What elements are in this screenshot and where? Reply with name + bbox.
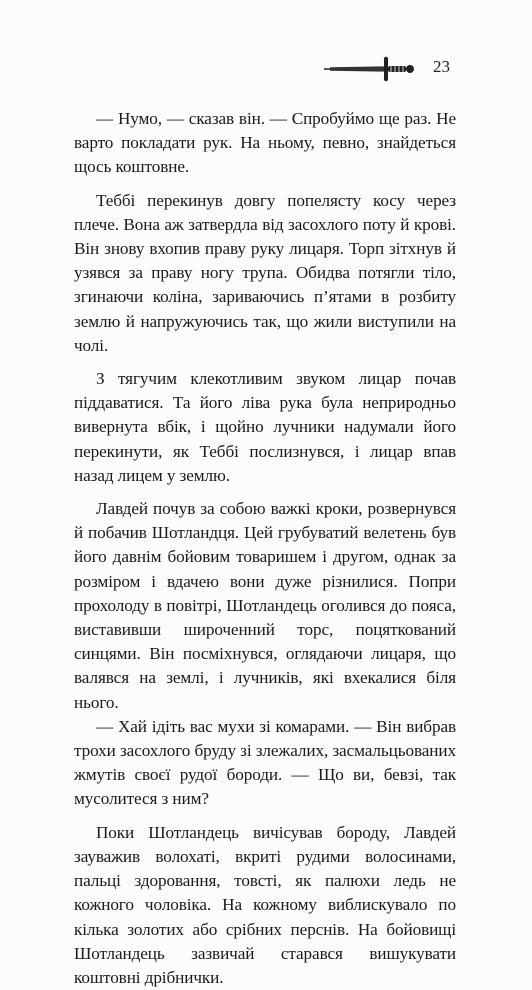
sword-icon: [322, 54, 422, 84]
paragraph: З тягучим клекотливим звуком лицар почав піддаватися. Та його ліва рука була неприродньо вивернута вбік, і щойно лучники надумали його перекинути, як Теббі послизнувся, і лицар впав назад лицем у землю.: [74, 369, 456, 485]
paragraph: Поки Шотландець вичісував бороду, Лавдей зауважив волохаті, вкриті рудими волосинами, пальці здоровання, товсті, як палюхи ледь не кожного чоловіка. На кожному виблискувало по кілька золотих або срібних перснів. На бойовищі Шотландець зазвичай старався вишукувати коштовні дрібнички.: [74, 822, 456, 987]
running-header: [322, 48, 456, 88]
paragraph: — Хай ідіть вас мухи зі комарами. — Він вибрав трохи засохлого бруду зі злежалих, засмальцьованих жмутів своєї рудої бороди. — Що ви, бевзі, так мусолитеся з ним?: [74, 716, 456, 809]
paragraph: Лавдей почув за собою важкі кроки, розвернувся й побачив Шотландця. Цей грубуватий велетень був його давнім бойовим товаришем і другом, однак за розміром і вдачею вони дуже різнилися. Попри прохолоду в повітрі, Шотландець оголився до пояса, виставивши широченний торс, поцяткований синцями. Він посміхнувся, оглядаючи лицаря, що валявся на землі, і лучників, які вхекалися біля нього.: [74, 499, 456, 712]
body-text: [74, 107, 456, 990]
paragraph: Теббі перекинув довгу попелясту косу через плече. Вона аж затвердла від засохлого поту й крові. Він знову вхопив праву руку лицаря. Торп зітхнув й узявся за праву ногу трупа. Обидва потягли тіло, згинаючи коліна, зариваючись п’ятами в розбиту землю й напружуючись так, що жили виступили на чолі.: [74, 190, 456, 355]
paragraph: — Нумо, — сказав він. — Спробуймо ще раз. Не варто покладати рук. На ньому, певно, знайдеться щось коштовне.: [74, 109, 456, 177]
page-number: 23: [433, 57, 450, 76]
